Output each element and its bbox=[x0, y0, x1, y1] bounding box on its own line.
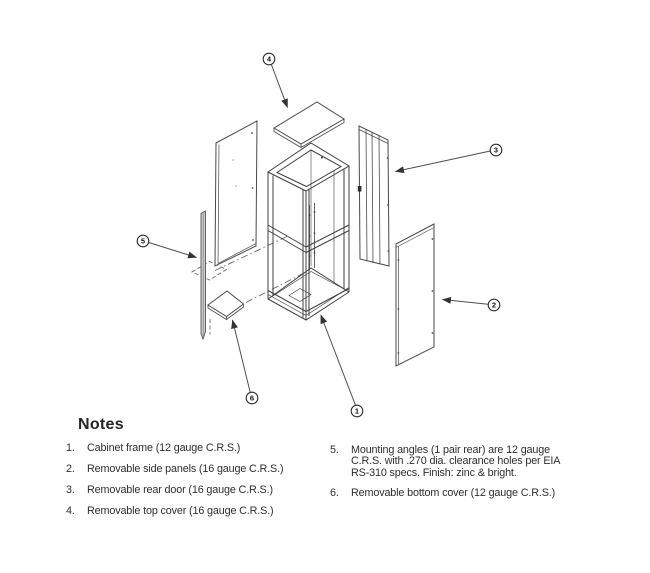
note-number: 1. bbox=[66, 442, 75, 454]
note-item-1 bbox=[66, 443, 336, 454]
note-number: 3. bbox=[66, 484, 75, 496]
callout-3-label: 3 bbox=[493, 145, 499, 155]
callout-1-label: 1 bbox=[354, 406, 360, 416]
note-number: 6. bbox=[330, 486, 339, 499]
leader-1 bbox=[321, 315, 356, 405]
right-side-panel bbox=[396, 224, 434, 366]
leader-5 bbox=[149, 243, 197, 258]
leader-2 bbox=[443, 300, 489, 305]
bottom-cover bbox=[208, 291, 244, 320]
callout-4 bbox=[263, 53, 275, 65]
callout-2 bbox=[488, 299, 500, 311]
left-side-panel bbox=[215, 121, 257, 266]
note-number: 4. bbox=[66, 505, 75, 517]
note-number: 5. bbox=[330, 444, 339, 456]
top-cover bbox=[274, 102, 344, 148]
note-text: Removable rear door (16 gauge C.R.S.) bbox=[87, 484, 273, 496]
note-text bbox=[351, 445, 630, 479]
rear-door bbox=[358, 126, 390, 266]
callout-4-label: 4 bbox=[266, 54, 272, 64]
note-text bbox=[351, 488, 630, 499]
mounting-angle bbox=[201, 211, 206, 339]
note-item-5 bbox=[330, 445, 630, 479]
callout-1 bbox=[351, 405, 363, 417]
note-text: Removable side panels (16 gauge C.R.S.) bbox=[87, 463, 284, 475]
callout-3 bbox=[490, 144, 502, 156]
note-text: Removable top cover (16 gauge C.R.S.) bbox=[87, 505, 274, 517]
leader-4 bbox=[272, 65, 288, 108]
callout-5 bbox=[137, 235, 149, 247]
callout-6-label: 6 bbox=[249, 393, 255, 403]
notes-column-left bbox=[66, 443, 336, 527]
rear-mounting-angles bbox=[309, 203, 316, 270]
notes-heading: Notes bbox=[78, 416, 124, 433]
note-line: Mounting angles (1 pair rear) are 12 gauge bbox=[351, 444, 550, 456]
notes-column-right bbox=[330, 445, 630, 508]
callout-6 bbox=[246, 392, 258, 404]
note-number: 2. bbox=[66, 463, 75, 475]
note-line: Removable bottom cover (12 gauge C.R.S.) bbox=[351, 486, 556, 499]
leader-6 bbox=[233, 320, 251, 392]
cabinet-frame bbox=[268, 143, 349, 320]
note-item-4 bbox=[66, 506, 336, 517]
note-item-6 bbox=[330, 488, 630, 499]
callout-2-label: 2 bbox=[491, 300, 497, 310]
note-line: C.R.S. with .270 dia. clearance holes per EIA bbox=[351, 455, 561, 468]
note-text: Cabinet frame (12 gauge C.R.S.) bbox=[87, 442, 241, 454]
callout-5-label: 5 bbox=[140, 236, 146, 246]
note-item-2 bbox=[66, 464, 336, 475]
note-item-3 bbox=[66, 485, 336, 496]
note-line: RS-310 specs. Finish: zinc & bright. bbox=[351, 466, 517, 479]
leader-3 bbox=[396, 151, 491, 172]
door-latch bbox=[358, 186, 362, 192]
